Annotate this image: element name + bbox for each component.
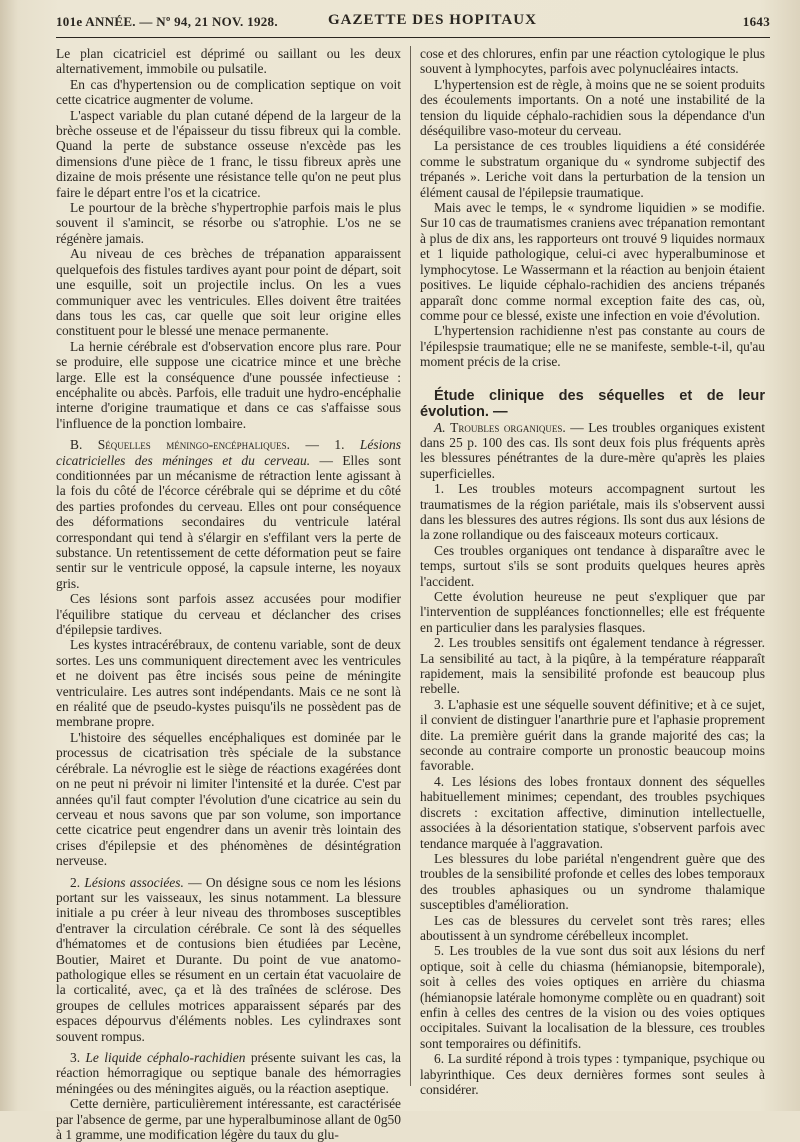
page-number: 1643 (742, 14, 770, 29)
paragraph: Les kystes intracérébraux, de contenu variable, sont de deux sortes. Les uns communiquent directement avec les ventricules et ne doivent pas être incisés sous peine de méningite ventriculaire. Les autres sont indépendants. Mais ce ne sont là en réalité que de pseudo-kystes puisqu'ils ne possèdent pas de membrane propre. (56, 637, 401, 730)
subsection-heading: B. Séquelles méningo-encéphaliques. (70, 437, 291, 453)
paragraph: 3. L'aphasie est une séquelle souvent définitive; et à ce sujet, il convient de distinguer l'anarthrie pure et l'aphasie proprement dite. La première guérit dans la grande majorité des cas; la seconde au contraire comporte un pronostic beaucoup moins favorable. (420, 696, 765, 774)
paragraph: 5. Les troubles de la vue sont dus soit aux lésions du nerf optique, soit à celle du chiasma (hémianopsie, bitemporale), soit à celles des voies optiques en arrière du chiasma (hémianopsie latérale homonyme complète ou en quadrant) soit enfin à celles des centres de la vision ou des voies optiques occipitales. Suivant la localisation de la blessure, ces troubles sont temporaires ou définitifs. (420, 943, 765, 1051)
subsection-paragraph (56, 1050, 401, 1096)
paragraph: La hernie cérébrale est d'observation encore plus rare. Pour se produire, elle suppose une cicatrice mince et une brèche large. Elle est la conséquence d'une poussée infectieuse : encéphalite ou abcès. Parfois, elle traduit une hydro-encéphalie interne d'origine traumatique et dans ce cas s'affaisse sous l'influence de la ponction lombaire. (56, 338, 401, 431)
issue-info: 101e ANNÉE. — Nº 94, 21 NOV. 1928. (56, 14, 278, 29)
paragraph: La persistance de ces troubles liquidiens a été considérée comme le substratum organique du « syndrome subjectif des trépanés ». Leriche voit dans la perturbation de la tension un élément causal de l'épilepsie traumatique. (420, 138, 765, 200)
paragraph: cose et des chlorures, enfin par une réaction cytologique le plus souvent à lymphocytes, parfois avec polynucléaires intacts. (420, 46, 765, 77)
section-heading: Étude clinique des séquelles et de leur évolution. — (420, 387, 765, 420)
subsection-number: — 1. (290, 437, 360, 453)
paragraph: L'hypertension rachidienne n'est pas constante au cours de l'épilespsie traumatique; elle ne se manifeste, semble-t-il, qu'au moment précis de la crise. (420, 323, 765, 370)
paragraph-text: — Les troubles organiques existent dans 25 p. 100 des cas. Ils sont deux fois plus fréquents après les blessures pénétrantes de la dure-mère qu'après les plaies superficielles. (420, 419, 765, 481)
paragraph: Le pourtour de la brèche s'hypertrophie parfois mais le plus souvent il s'amincit, se résorbe ou s'atrophie. L'os ne se régénère jamais. (56, 200, 401, 246)
subsection-letter: A. (434, 419, 451, 435)
paragraph: En cas d'hypertension ou de complication septique on voit cette cicatrice augmenter de volume. (56, 76, 401, 108)
subsection-paragraph (56, 875, 401, 1044)
paragraph: L'hypertension est de règle, à moins que ne se soient produits des écoulements importants. On a noté une instabilité de la tension du liquide céphalo-rachidien sous la dépendance d'un déséquilibre vaso-moteur du cerveau. (420, 76, 765, 139)
paragraph-text: présente suivant les cas, la réaction hémorragique ou septique banale des hémorragies méningées ou des méningites aiguës, ou la réaction aseptique. (56, 1050, 401, 1096)
paragraph: Les cas de blessures du cervelet sont très rares; elles aboutissent à un syndrome cérébelleux incomplet. (420, 912, 765, 943)
subsection-title: Lésions associées. (84, 874, 184, 890)
subsection-title: Lésions cicatricielles des méninges et du cerveau. (56, 437, 401, 468)
subsection-number: 2. (70, 874, 85, 890)
subsection-title: Le liquide céphalo-rachidien (85, 1050, 246, 1065)
paragraph-text: — Elles sont conditionnées par un mécanisme de rétraction lente agissant à la fois du côté de l'écorce cérébrale qui se déprime et du côté des parties profondes du cerveau. Elles ont pour conséquence des déformations secondaires du ventricule latéral correspondant qui tend à s'élargir en s'effilant vers la perte de substance. Un retentissement de cette déformation peut se faire sentir sur le ventricule opposé, la capsule interne, les noyaux gris. (56, 452, 401, 591)
paragraph-text: — On désigne sous ce nom les lésions portant sur les vaisseaux, les sinus notamment. La blessure initiale a pu créer à leur niveau des thromboses susceptibles d'entraver la circulation cérébrale. Ce sont là des séquelles d'hématomes et de contusions bien étudiées par Lecène, Boutier, Mairet et Durante. Du point de vue anatomo-pathologique elles se résument en un certain état vacuolaire de la corticalité, avec, ça et là des traînées de sclérose. Des groupes de cellules motrices apparaissent séparés par des espaces dépourvus d'éléments nobles. Les cylindraxes sont souvent rompus. (56, 874, 401, 1044)
paragraph: Ces lésions sont parfois assez accusées pour modifier l'équilibre statique du cerveau et déclancher des crises d'épilepsie tardives. (56, 591, 401, 638)
paragraph: Au niveau de ces brèches de trépanation apparaissent quelquefois des fistules tardives ayant pour point de départ, soit une esquille, soit un projectile inclus. On les a vues communiquer avec les ventricules. Elles doivent être traitées dans tous les cas, car quelle que soit leur origine elles constituent pour le blessé une menace permanente. (56, 246, 401, 339)
paragraph: 2. Les troubles sensitifs ont également tendance à régresser. La sensibilité au tact, à la piqûre, à la température réapparaît rapidement, mais la sensibilité profonde est beaucoup plus rebelle. (420, 635, 765, 697)
paragraph: 1. Les troubles moteurs accompagnent surtout les traumatismes de la région pariétale, mais ils s'observent aussi dans les blessures des autres régions. Ils sont dus aux lésions de la zone rollandique ou des faisceaux moteurs corticaux. (420, 481, 765, 543)
paragraph: Le plan cicatriciel est déprimé ou saillant ou les deux alternativement, immobile ou pulsatile. (56, 46, 401, 77)
paragraph: Cette évolution heureuse ne peut s'expliquer que par l'intervention de suppléances fonctionnelles; elle est fréquente en particulier dans les paralysies flasques. (420, 589, 765, 635)
subsection-paragraph (56, 437, 401, 591)
paragraph: L'aspect variable du plan cutané dépend de la largeur de la brèche osseuse et de l'épaisseur du tissu fibreux qui la comble. Quand la perte de substance osseuse n'excède pas les dimensions d'une pièce de 1 franc, le tissu fibreux après une dizaine de mois présente une résistance telle qu'on ne peut plus faire le départ entre l'os et la cicatrice. (56, 107, 401, 200)
subsection-heading: Troubles organiques. (450, 419, 566, 435)
right-column (420, 46, 765, 1097)
left-column (56, 46, 401, 1142)
paragraph: 4. Les lésions des lobes frontaux donnent des séquelles habituellement minimes; cependant, des troubles psychiques discrets : excitation affective, diminution intellectuelle, associées à la désorientation statique, s'observent parfois avec tendance marquée à l'aggravation. (420, 773, 765, 851)
journal-title: GAZETTE DES HOPITAUX (328, 12, 537, 28)
paragraph: L'histoire des séquelles encéphaliques est dominée par le processus de cicatrisation très spéciale de la substance cérébrale. La névroglie est le siège de réactions exagérées dont on ne peut ni prévoir ni limiter l'intensité et la durée. C'est par années qu'il faut compter l'évolution d'une cicatrice au sein du cerveau et nous savons que par son volume, son importance cette cicatrice peut engendrer dans un avenir très lointain des crises d'épilepsie et des phénomènes de désintégration nerveuse. (56, 729, 401, 869)
paragraph: Cette dernière, particulièrement intéressante, est caractérisée par l'absence de germe, par une hyperalbuminose allant de 0g50 à 1 gramme, une modification légère du taux du glu- (56, 1096, 401, 1142)
running-header (56, 10, 770, 30)
paragraph: Les blessures du lobe pariétal n'engendrent guère que des troubles de la sensibilité profonde et celles des lobes temporaux des troubles aphasiques ou un syndrome thalamique susceptibles d'amélioration. (420, 850, 765, 913)
paragraph: Ces troubles organiques ont tendance à disparaître avec le temps, surtout s'ils se sont produits quelques heures après l'accident. (420, 542, 765, 589)
subsection-paragraph (420, 420, 765, 482)
paragraph: 6. La surdité répond à trois types : tympanique, psychique ou labyrinthique. Ces deux dernières formes sont seules à considérer. (420, 1051, 765, 1097)
subsection-number: 3. (70, 1050, 86, 1065)
paragraph: Mais avec le temps, le « syndrome liquidien » se modifie. Sur 10 cas de traumatismes craniens avec trépanation remontant à plus de dix ans, les rapporteurs ont trouvé 9 liquides normaux et 1 liquide pathologique, celui-ci avec hyperalbuminose et lymphocytose. Le Wassermann et la réaction au benjoin étaient positives. Le liquide céphalo-rachidien des anciens trépanés apparaît donc comme normal exception faite des cas, où, comme pour ce blessé, existe une infection en voie d'évolution. (420, 200, 765, 323)
header-rule (56, 37, 770, 38)
column-divider (410, 46, 411, 1086)
